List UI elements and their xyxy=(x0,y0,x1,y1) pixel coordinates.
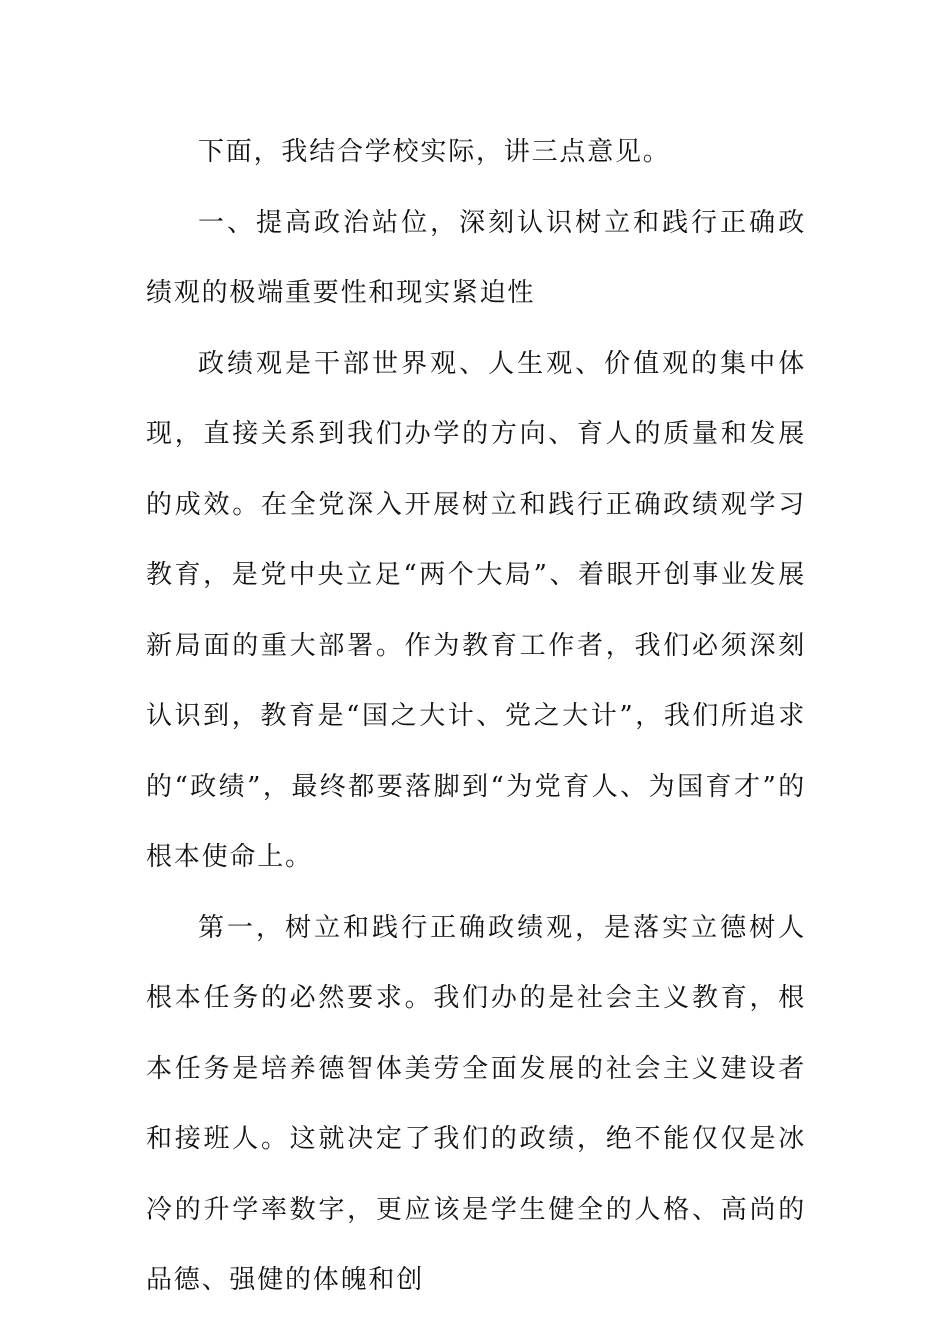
paragraph-political-view: 政绩观是干部世界观、人生观、价值观的集中体现，直接关系到我们办学的方向、育人的质量和发展的成效。在全党深入开展树立和践行正确政绩观学习教育，是党中央立足“两个大局”、着眼开创事业发展新局面的重大部署。作为教育工作者，我们必须深刻认识到，教育是“国之大计、党之大计”，我们所追求的“政绩”，最终都要落脚到“为党育人、为国育才”的根本使命上。 xyxy=(146,348,806,872)
paragraph-first-point: 第一，树立和践行正确政绩观，是落实立德树人根本任务的必然要求。我们办的是社会主义教育，根本任务是培养德智体美劳全面发展的社会主义建设者和接班人。这就决定了我们的政绩，绝不能仅仅是冰冷的升学率数字，更应该是学生健全的人格、高尚的品德、强健的体魄和创 xyxy=(146,912,806,1295)
section-heading-1: 一、提高政治站位，深刻认识树立和践行正确政绩观的极端重要性和现实紧迫性 xyxy=(146,207,806,308)
paragraph-intro: 下面，我结合学校实际，讲三点意见。 xyxy=(198,137,671,167)
document-body xyxy=(146,117,806,1316)
